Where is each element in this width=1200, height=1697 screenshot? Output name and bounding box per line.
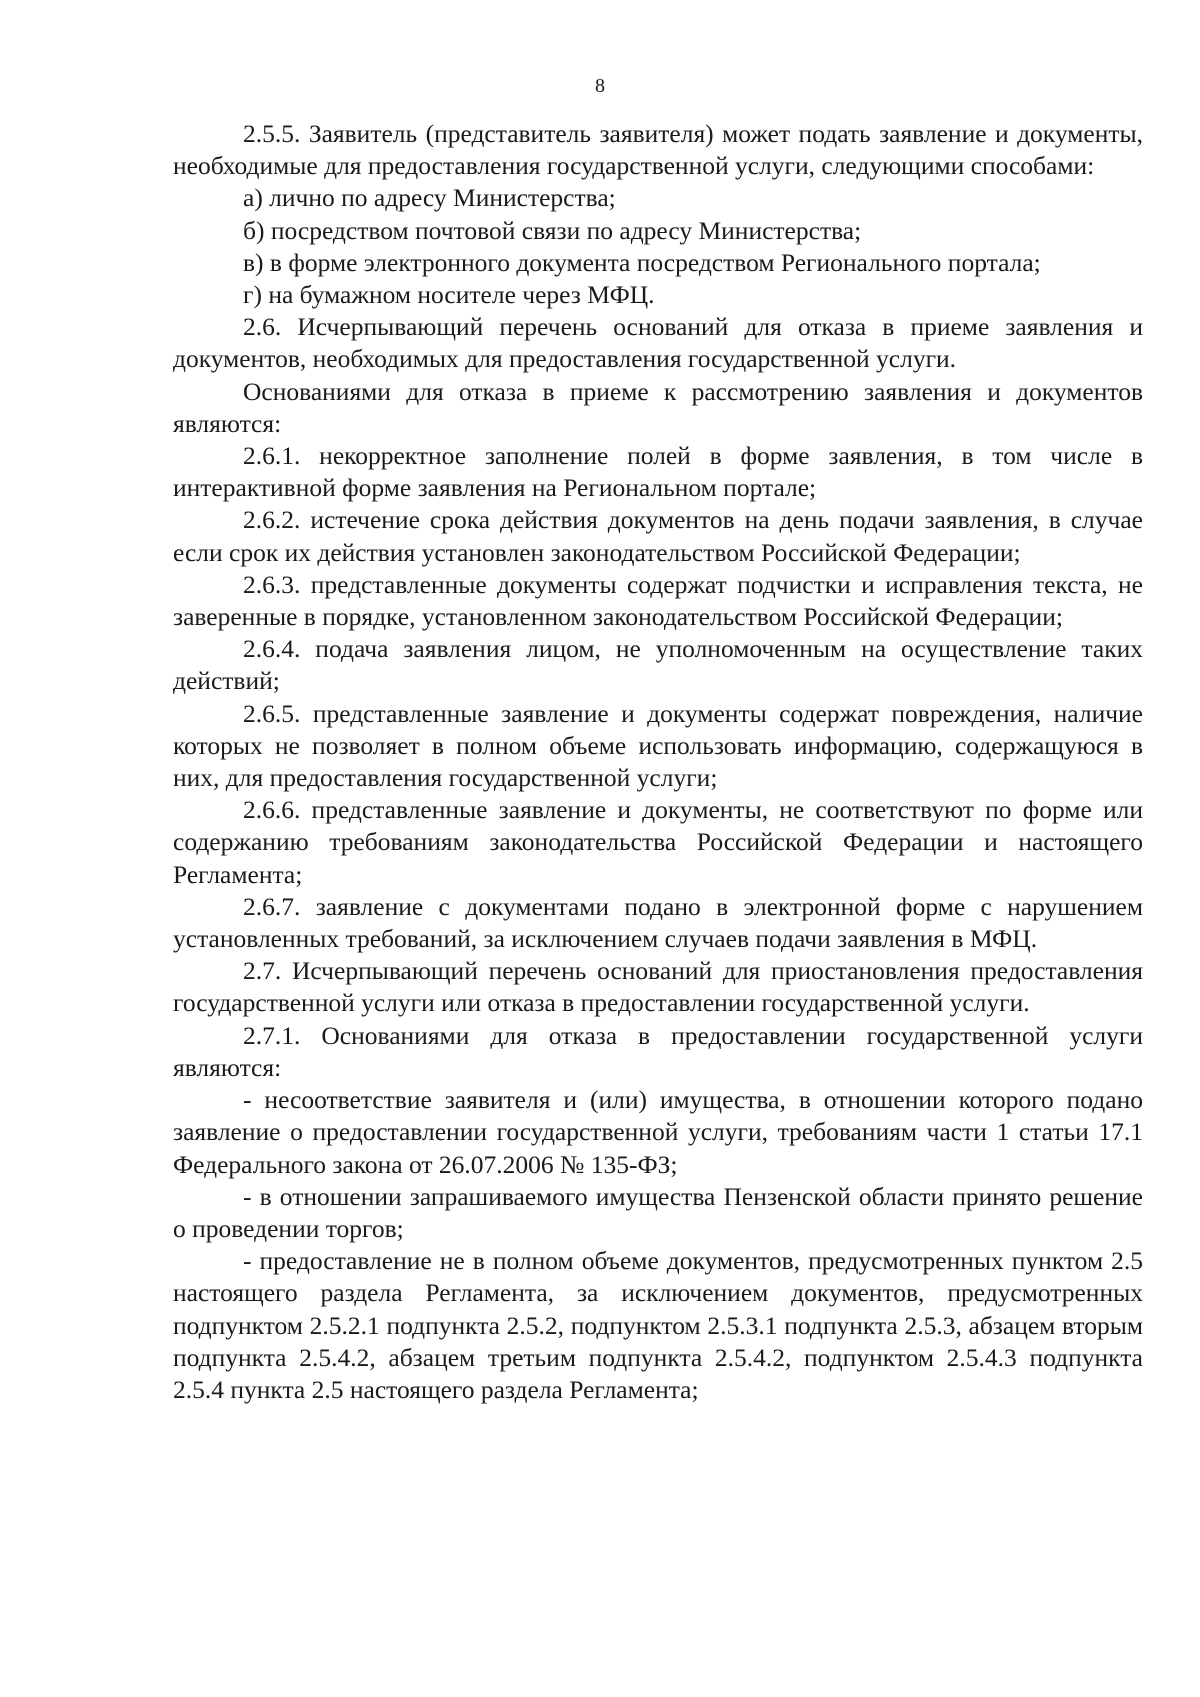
paragraph-2-7: 2.7. Исчерпывающий перечень оснований для приостановления предоставления государственной услуги или отказа в предоставлении государственной услуги.	[173, 956, 1143, 1018]
dash-item-auction: - в отношении запрашиваемого имущества Пензенской области принято решение о проведении торгов;	[173, 1181, 1143, 1243]
paragraph-2-6: 2.6. Исчерпывающий перечень оснований для отказа в приеме заявления и документов, необходимых для предоставления государственной услуги.	[173, 312, 1143, 374]
paragraph-2-5-5: 2.5.5. Заявитель (представитель заявителя) может подать заявление и документы, необходимые для предоставления государственной услуги, следующими способами:	[173, 119, 1143, 181]
paragraph-2-6-6: 2.6.6. представленные заявление и документы, не соответствуют по форме или содержанию требованиям законодательства Российской Федерации и настоящего Регламента;	[173, 795, 1143, 889]
paragraph-2-6-5: 2.6.5. представленные заявление и документы содержат повреждения, наличие которых не позволяет в полном объеме использовать информацию, содержащуюся в них, для предоставления государственной услуги;	[173, 698, 1143, 793]
paragraph-2-7-1: 2.7.1. Основаниями для отказа в предоставлении государственной услуги являются:	[173, 1020, 1143, 1082]
page-number: 8	[595, 75, 605, 97]
list-item-b: б) посредством почтовой связи по адресу Министерства;	[243, 215, 862, 245]
dash-item-incomplete-docs: - предоставление не в полном объеме документов, предусмотренных пунктом 2.5 настоящего раздела Регламента, за исключением документов, предусмотренных подпунктом 2.5.2.1 подпункта 2.5.2, подпунктом 2.5.3.1 подпункта 2.5.3, абзацем вторым подпункта 2.5.4.2, абзацем третьим подпункта 2.5.4.2, подпунктом 2.5.4.3 подпункта 2.5.4 пункта 2.5 настоящего раздела Регламента;	[173, 1246, 1143, 1404]
list-item-v: в) в форме электронного документа посредством Регионального портала;	[243, 247, 1041, 277]
paragraph-2-6-7: 2.6.7. заявление с документами подано в электронной форме с нарушением установленных требований, за исключением случаев подачи заявления в МФЦ.	[173, 891, 1143, 954]
paragraph-grounds-intro: Основаниями для отказа в приеме к рассмотрению заявления и документов являются:	[173, 376, 1143, 438]
list-item-a: а) лично по адресу Министерства;	[243, 183, 616, 213]
dash-item-mismatch: - несоответствие заявителя и (или) имущества, в отношении которого подано заявление о предоставлении государственной услуги, требованиям части 1 статьи 17.1 Федерального закона от 26.07.2006 № 135-ФЗ;	[173, 1085, 1143, 1179]
paragraph-2-6-3: 2.6.3. представленные документы содержат подчистки и исправления текста, не заверенные в порядке, установленном законодательством Российской Федерации;	[173, 569, 1143, 632]
paragraph-2-6-4: 2.6.4. подача заявления лицом, не уполномоченным на осуществление таких действий;	[173, 634, 1143, 696]
paragraph-2-6-2: 2.6.2. истечение срока действия документов на день подачи заявления, в случае если срок их действия установлен законодательством Российской Федерации;	[173, 505, 1143, 567]
document-body	[173, 118, 1143, 1406]
list-item-g: г) на бумажном носителе через МФЦ.	[243, 280, 655, 310]
paragraph-2-6-1: 2.6.1. некорректное заполнение полей в форме заявления, в том числе в интерактивной форме заявления на Региональном портале;	[173, 441, 1143, 503]
